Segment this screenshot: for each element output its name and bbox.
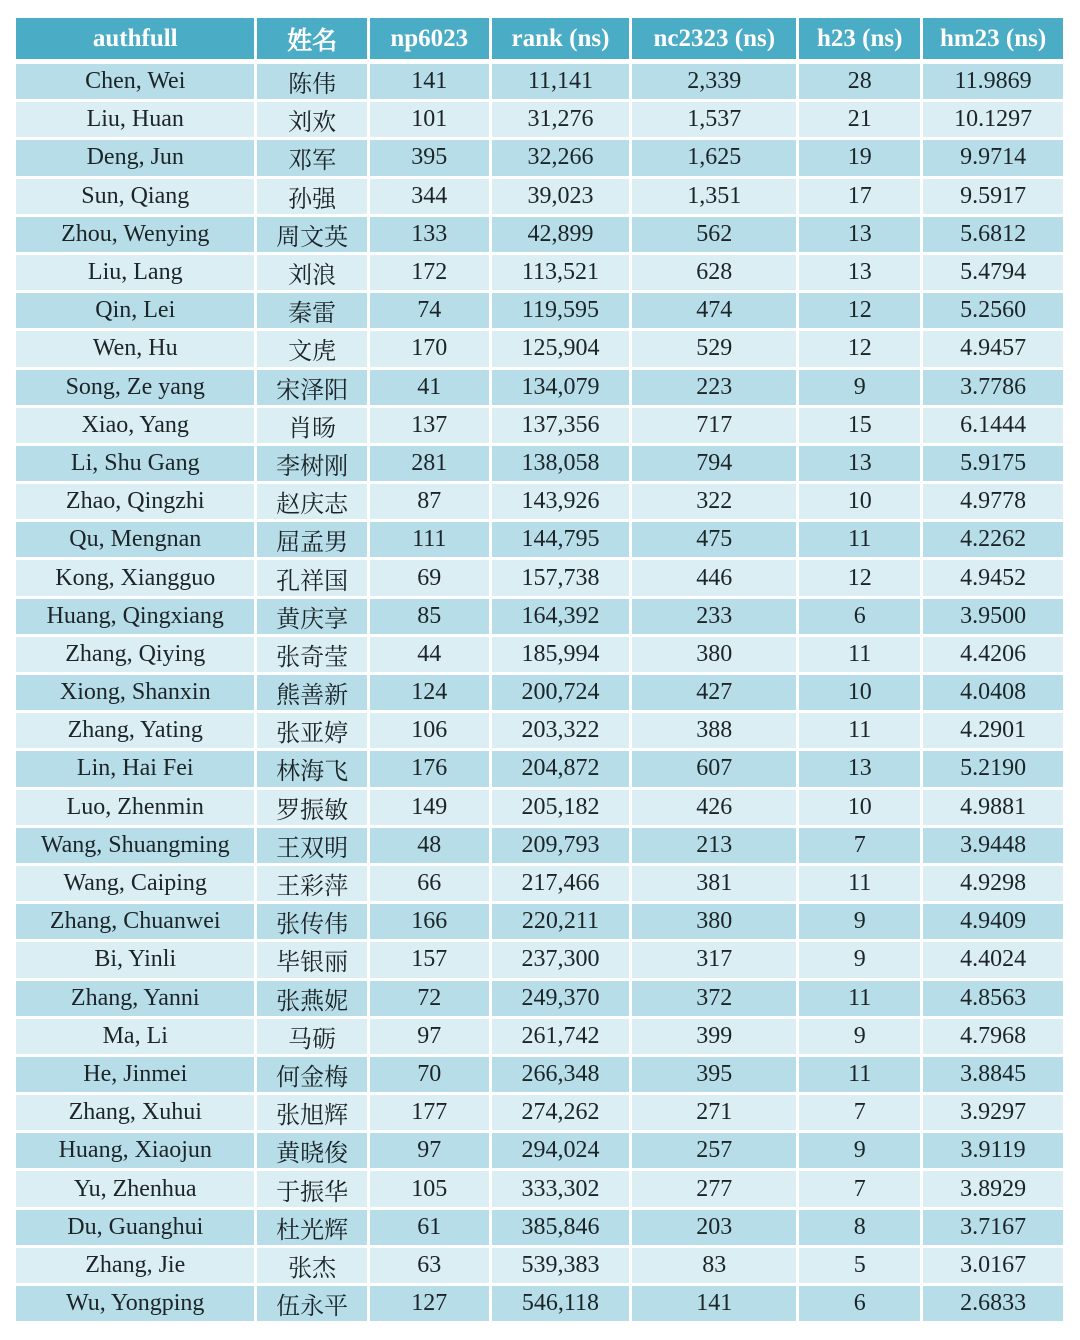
table-cell: 385,846 — [490, 1208, 631, 1246]
table-cell: 70 — [368, 1055, 490, 1093]
table-cell: 11,141 — [490, 62, 631, 101]
table-cell: 133 — [368, 215, 490, 253]
table-cell: Zhang, Chuanwei — [15, 903, 256, 941]
table-cell: 4.9409 — [922, 903, 1065, 941]
table-row — [15, 483, 1065, 521]
table-cell: 101 — [368, 101, 490, 139]
table-cell: 13 — [798, 750, 922, 788]
table-cell: 200,724 — [490, 674, 631, 712]
table-cell: 157 — [368, 941, 490, 979]
table-cell: 9 — [798, 1017, 922, 1055]
table-cell: 399 — [631, 1017, 798, 1055]
table-cell: 王双明 — [256, 826, 368, 864]
table-cell: 4.4206 — [922, 635, 1065, 673]
table-cell: Huang, Qingxiang — [15, 597, 256, 635]
table-row — [15, 712, 1065, 750]
table-cell: 9 — [798, 903, 922, 941]
table-cell: 223 — [631, 368, 798, 406]
table-cell: 274,262 — [490, 1094, 631, 1132]
table-cell: 294,024 — [490, 1132, 631, 1170]
table-cell: 5.9175 — [922, 444, 1065, 482]
table-body — [15, 62, 1065, 1323]
table-cell: 张旭辉 — [256, 1094, 368, 1132]
table-cell: 66 — [368, 864, 490, 902]
table-cell: 4.7968 — [922, 1017, 1065, 1055]
table-cell: 4.8563 — [922, 979, 1065, 1017]
table-cell: 马砺 — [256, 1017, 368, 1055]
table-cell: 794 — [631, 444, 798, 482]
table-cell: Lin, Hai Fei — [15, 750, 256, 788]
table-cell: 11 — [798, 521, 922, 559]
table-cell: Xiong, Shanxin — [15, 674, 256, 712]
column-header-0: authfull — [15, 17, 256, 62]
table-cell: Sun, Qiang — [15, 177, 256, 215]
column-header-3: rank (ns) — [490, 17, 631, 62]
table-cell: 105 — [368, 1170, 490, 1208]
table-cell: Qu, Mengnan — [15, 521, 256, 559]
table-cell: 63 — [368, 1246, 490, 1284]
table-cell: Zhang, Xuhui — [15, 1094, 256, 1132]
table-cell: 381 — [631, 864, 798, 902]
table-row — [15, 406, 1065, 444]
table-cell: 85 — [368, 597, 490, 635]
table-cell: 9 — [798, 1132, 922, 1170]
table-cell: 4.4024 — [922, 941, 1065, 979]
table-cell: Wen, Hu — [15, 330, 256, 368]
table-row — [15, 864, 1065, 902]
table-cell: Deng, Jun — [15, 139, 256, 177]
table-cell: 4.0408 — [922, 674, 1065, 712]
table-cell: 邓军 — [256, 139, 368, 177]
table-cell: 12 — [798, 559, 922, 597]
table-cell: 177 — [368, 1094, 490, 1132]
table-cell: 83 — [631, 1246, 798, 1284]
table-cell: 322 — [631, 483, 798, 521]
table-cell: 380 — [631, 903, 798, 941]
table-cell: 134,079 — [490, 368, 631, 406]
table-cell: 8 — [798, 1208, 922, 1246]
table-cell: 220,211 — [490, 903, 631, 941]
table-cell: 233 — [631, 597, 798, 635]
table-cell: 19 — [798, 139, 922, 177]
table-cell: 317 — [631, 941, 798, 979]
table-cell: 28 — [798, 62, 922, 101]
table-cell: 熊善新 — [256, 674, 368, 712]
table-cell: 395 — [368, 139, 490, 177]
table-cell: 127 — [368, 1285, 490, 1323]
table-cell: 于振华 — [256, 1170, 368, 1208]
table-cell: 4.2262 — [922, 521, 1065, 559]
table-cell: 124 — [368, 674, 490, 712]
table-row — [15, 1208, 1065, 1246]
table-cell: 伍永平 — [256, 1285, 368, 1323]
table-cell: 陈伟 — [256, 62, 368, 101]
table-row — [15, 1170, 1065, 1208]
table-row — [15, 903, 1065, 941]
table-row — [15, 444, 1065, 482]
table-cell: 69 — [368, 559, 490, 597]
table-cell: 74 — [368, 292, 490, 330]
table-cell: 446 — [631, 559, 798, 597]
table-cell: 113,521 — [490, 253, 631, 291]
table-cell: 5.2560 — [922, 292, 1065, 330]
table-cell: 3.8845 — [922, 1055, 1065, 1093]
table-row — [15, 597, 1065, 635]
table-cell: Du, Guanghui — [15, 1208, 256, 1246]
table-cell: 12 — [798, 292, 922, 330]
table-cell: 肖旸 — [256, 406, 368, 444]
table-cell: 2,339 — [631, 62, 798, 101]
table-row — [15, 559, 1065, 597]
table-cell: 4.9881 — [922, 788, 1065, 826]
table-cell: 张亚婷 — [256, 712, 368, 750]
table-cell: 11.9869 — [922, 62, 1065, 101]
table-cell: 475 — [631, 521, 798, 559]
table-cell: 张传伟 — [256, 903, 368, 941]
table-row — [15, 292, 1065, 330]
table-cell: 11 — [798, 979, 922, 1017]
table-row — [15, 979, 1065, 1017]
table-cell: 271 — [631, 1094, 798, 1132]
table-cell: 61 — [368, 1208, 490, 1246]
table-row — [15, 215, 1065, 253]
table-cell: 9 — [798, 368, 922, 406]
column-header-2: np6023 — [368, 17, 490, 62]
table-cell: Liu, Lang — [15, 253, 256, 291]
column-header-1: 姓名 — [256, 17, 368, 62]
table-cell: 屈孟男 — [256, 521, 368, 559]
table-cell: 266,348 — [490, 1055, 631, 1093]
table-cell: 13 — [798, 215, 922, 253]
table-cell: 213 — [631, 826, 798, 864]
table-cell: 166 — [368, 903, 490, 941]
table-cell: 426 — [631, 788, 798, 826]
table-cell: 12 — [798, 330, 922, 368]
table-cell: 7 — [798, 826, 922, 864]
table-cell: 孔祥国 — [256, 559, 368, 597]
table-cell: 562 — [631, 215, 798, 253]
table-cell: Yu, Zhenhua — [15, 1170, 256, 1208]
table-cell: 7 — [798, 1094, 922, 1132]
table-cell: 281 — [368, 444, 490, 482]
table-row — [15, 177, 1065, 215]
table-cell: 11 — [798, 635, 922, 673]
table-cell: 138,058 — [490, 444, 631, 482]
table-row — [15, 941, 1065, 979]
table-cell: 143,926 — [490, 483, 631, 521]
table-cell: 毕银丽 — [256, 941, 368, 979]
table-cell: 119,595 — [490, 292, 631, 330]
table-cell: 李树刚 — [256, 444, 368, 482]
table-cell: 6 — [798, 597, 922, 635]
table-cell: 周文英 — [256, 215, 368, 253]
table-cell: Wu, Yongping — [15, 1285, 256, 1323]
table-cell: 125,904 — [490, 330, 631, 368]
table-cell: 张燕妮 — [256, 979, 368, 1017]
table-cell: 4.9452 — [922, 559, 1065, 597]
table-cell: 42,899 — [490, 215, 631, 253]
table-cell: 10 — [798, 674, 922, 712]
table-cell: 3.7786 — [922, 368, 1065, 406]
table-cell: Zhang, Yanni — [15, 979, 256, 1017]
table-cell: 203 — [631, 1208, 798, 1246]
table-cell: 7 — [798, 1170, 922, 1208]
table-cell: 141 — [368, 62, 490, 101]
table-row — [15, 1132, 1065, 1170]
table-cell: 5.6812 — [922, 215, 1065, 253]
table-cell: 32,266 — [490, 139, 631, 177]
table-cell: 87 — [368, 483, 490, 521]
table-cell: 237,300 — [490, 941, 631, 979]
table-cell: 4.9457 — [922, 330, 1065, 368]
table-cell: 111 — [368, 521, 490, 559]
table-cell: 17 — [798, 177, 922, 215]
table-cell: 395 — [631, 1055, 798, 1093]
table-cell: 2.6833 — [922, 1285, 1065, 1323]
table-cell: 孙强 — [256, 177, 368, 215]
column-header-6: hm23 (ns) — [922, 17, 1065, 62]
table-cell: 164,392 — [490, 597, 631, 635]
table-cell: 209,793 — [490, 826, 631, 864]
table-row — [15, 521, 1065, 559]
table-cell: Song, Ze yang — [15, 368, 256, 406]
table-cell: Wang, Caiping — [15, 864, 256, 902]
table-cell: 176 — [368, 750, 490, 788]
table-cell: 203,322 — [490, 712, 631, 750]
table-cell: 529 — [631, 330, 798, 368]
column-header-5: h23 (ns) — [798, 17, 922, 62]
table-cell: 10 — [798, 483, 922, 521]
table-cell: 3.9297 — [922, 1094, 1065, 1132]
table-cell: 31,276 — [490, 101, 631, 139]
table-cell: 149 — [368, 788, 490, 826]
table-cell: 144,795 — [490, 521, 631, 559]
table-cell: 380 — [631, 635, 798, 673]
table-row — [15, 1055, 1065, 1093]
table-cell: 333,302 — [490, 1170, 631, 1208]
table-row — [15, 826, 1065, 864]
table-row — [15, 788, 1065, 826]
table-cell: Zhou, Wenying — [15, 215, 256, 253]
table-cell: 10 — [798, 788, 922, 826]
table-cell: 1,537 — [631, 101, 798, 139]
table-cell: 44 — [368, 635, 490, 673]
table-cell: 204,872 — [490, 750, 631, 788]
table-cell: Zhang, Qiying — [15, 635, 256, 673]
table-row — [15, 750, 1065, 788]
table-cell: Luo, Zhenmin — [15, 788, 256, 826]
table-cell: 4.9298 — [922, 864, 1065, 902]
table-cell: 137,356 — [490, 406, 631, 444]
table-cell: 3.9500 — [922, 597, 1065, 635]
table-cell: 344 — [368, 177, 490, 215]
table-cell: 黄庆享 — [256, 597, 368, 635]
table-cell: 15 — [798, 406, 922, 444]
table-cell: 39,023 — [490, 177, 631, 215]
table-row — [15, 101, 1065, 139]
table-row — [15, 139, 1065, 177]
table-header — [15, 17, 1065, 62]
column-header-4: nc2323 (ns) — [631, 17, 798, 62]
table-cell: 杜光辉 — [256, 1208, 368, 1246]
table-row — [15, 674, 1065, 712]
table-cell: 717 — [631, 406, 798, 444]
table-cell: Kong, Xiangguo — [15, 559, 256, 597]
table-cell: 41 — [368, 368, 490, 406]
table-row — [15, 253, 1065, 291]
table-cell: 249,370 — [490, 979, 631, 1017]
table-cell: 21 — [798, 101, 922, 139]
table-cell: 137 — [368, 406, 490, 444]
table-cell: 261,742 — [490, 1017, 631, 1055]
table-cell: 6 — [798, 1285, 922, 1323]
table-cell: 539,383 — [490, 1246, 631, 1284]
table-cell: 宋泽阳 — [256, 368, 368, 406]
table-cell: 277 — [631, 1170, 798, 1208]
table-cell: 文虎 — [256, 330, 368, 368]
table-cell: Huang, Xiaojun — [15, 1132, 256, 1170]
table-cell: 257 — [631, 1132, 798, 1170]
table-row — [15, 330, 1065, 368]
table-cell: 106 — [368, 712, 490, 750]
table-row — [15, 368, 1065, 406]
table-cell: 205,182 — [490, 788, 631, 826]
table-cell: Bi, Yinli — [15, 941, 256, 979]
table-cell: Wang, Shuangming — [15, 826, 256, 864]
table-cell: 5.4794 — [922, 253, 1065, 291]
table-cell: 185,994 — [490, 635, 631, 673]
table-cell: 48 — [368, 826, 490, 864]
table-cell: 9.5917 — [922, 177, 1065, 215]
table-cell: 97 — [368, 1017, 490, 1055]
table-cell: 546,118 — [490, 1285, 631, 1323]
table-cell: 13 — [798, 253, 922, 291]
table-cell: 388 — [631, 712, 798, 750]
header-row — [15, 17, 1065, 62]
table-cell: 141 — [631, 1285, 798, 1323]
table-row — [15, 1094, 1065, 1132]
table-cell: 372 — [631, 979, 798, 1017]
table-cell: 3.9448 — [922, 826, 1065, 864]
table-cell: Zhang, Yating — [15, 712, 256, 750]
table-cell: 1,351 — [631, 177, 798, 215]
table-cell: Li, Shu Gang — [15, 444, 256, 482]
table-row — [15, 1285, 1065, 1323]
table-cell: 6.1444 — [922, 406, 1065, 444]
table-row — [15, 1246, 1065, 1284]
table-cell: 13 — [798, 444, 922, 482]
table-cell: 刘浪 — [256, 253, 368, 291]
table-row — [15, 1017, 1065, 1055]
table-cell: 5 — [798, 1246, 922, 1284]
table-cell: 217,466 — [490, 864, 631, 902]
table-cell: 3.7167 — [922, 1208, 1065, 1246]
table-cell: 4.2901 — [922, 712, 1065, 750]
table-cell: 赵庆志 — [256, 483, 368, 521]
table-cell: 628 — [631, 253, 798, 291]
table-cell: 170 — [368, 330, 490, 368]
table-cell: 何金梅 — [256, 1055, 368, 1093]
table-cell: 黄晓俊 — [256, 1132, 368, 1170]
table-cell: 172 — [368, 253, 490, 291]
table-cell: 刘欢 — [256, 101, 368, 139]
table-cell: 11 — [798, 1055, 922, 1093]
table-cell: 607 — [631, 750, 798, 788]
table-cell: 林海飞 — [256, 750, 368, 788]
table-cell: 1,625 — [631, 139, 798, 177]
table-cell: 张杰 — [256, 1246, 368, 1284]
table-cell: 秦雷 — [256, 292, 368, 330]
table-cell: 3.8929 — [922, 1170, 1065, 1208]
table-cell: 罗振敏 — [256, 788, 368, 826]
table-cell: 3.0167 — [922, 1246, 1065, 1284]
table-cell: 157,738 — [490, 559, 631, 597]
table-cell: 4.9778 — [922, 483, 1065, 521]
table-cell: Zhao, Qingzhi — [15, 483, 256, 521]
table-cell: 王彩萍 — [256, 864, 368, 902]
table-cell: Zhang, Jie — [15, 1246, 256, 1284]
table-row — [15, 62, 1065, 101]
table-cell: 3.9119 — [922, 1132, 1065, 1170]
table-cell: 11 — [798, 712, 922, 750]
table-cell: 5.2190 — [922, 750, 1065, 788]
table-cell: 97 — [368, 1132, 490, 1170]
table-cell: Ma, Li — [15, 1017, 256, 1055]
table-cell: 10.1297 — [922, 101, 1065, 139]
table-cell: Liu, Huan — [15, 101, 256, 139]
table-cell: Xiao, Yang — [15, 406, 256, 444]
table-cell: 427 — [631, 674, 798, 712]
table-row — [15, 635, 1065, 673]
table-cell: He, Jinmei — [15, 1055, 256, 1093]
table-cell: 72 — [368, 979, 490, 1017]
table-cell: 474 — [631, 292, 798, 330]
table-cell: 9.9714 — [922, 139, 1065, 177]
table-cell: 张奇莹 — [256, 635, 368, 673]
table-cell: Chen, Wei — [15, 62, 256, 101]
table-cell: Qin, Lei — [15, 292, 256, 330]
table-cell: 11 — [798, 864, 922, 902]
author-metrics-table — [13, 15, 1066, 1324]
table-cell: 9 — [798, 941, 922, 979]
